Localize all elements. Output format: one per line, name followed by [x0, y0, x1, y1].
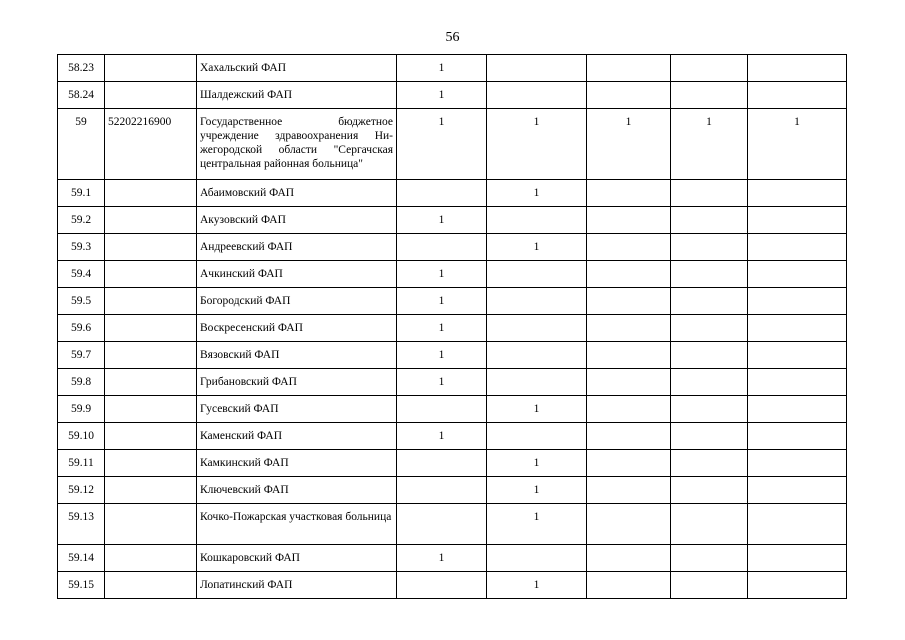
value-cell-1: 1: [397, 369, 487, 396]
value-cell-2: 1: [487, 450, 587, 477]
row-number-cell: 59.3: [58, 234, 105, 261]
value-cell-2: [487, 369, 587, 396]
table-row: [58, 342, 847, 369]
value-cell-1: 1: [397, 342, 487, 369]
value-cell-5: [748, 477, 847, 504]
value-cell-3: [587, 55, 671, 82]
row-number-cell: 59.5: [58, 288, 105, 315]
code-cell: [105, 234, 197, 261]
value-cell-2: [487, 545, 587, 572]
value-cell-1: [397, 234, 487, 261]
table-row: [58, 207, 847, 234]
value-cell-3: [587, 545, 671, 572]
value-cell-5: 1: [748, 109, 847, 180]
value-cell-3: [587, 369, 671, 396]
code-cell: [105, 261, 197, 288]
value-cell-4: [671, 315, 748, 342]
value-cell-4: [671, 180, 748, 207]
value-cell-1: 1: [397, 315, 487, 342]
value-cell-2: [487, 288, 587, 315]
code-cell: [105, 572, 197, 599]
table-body: [58, 55, 847, 599]
row-number-cell: 59.13: [58, 504, 105, 545]
table-row: [58, 55, 847, 82]
institution-name-cell: Ачкинский ФАП: [197, 261, 397, 288]
value-cell-5: [748, 450, 847, 477]
value-cell-1: [397, 504, 487, 545]
institution-name-cell: Шалдежский ФАП: [197, 82, 397, 109]
code-cell: [105, 288, 197, 315]
row-number-cell: 59.10: [58, 423, 105, 450]
value-cell-4: [671, 545, 748, 572]
table-row: [58, 369, 847, 396]
value-cell-2: [487, 207, 587, 234]
institution-name-cell: Воскресенский ФАП: [197, 315, 397, 342]
value-cell-1: 1: [397, 423, 487, 450]
value-cell-5: [748, 369, 847, 396]
table-row: [58, 261, 847, 288]
value-cell-3: [587, 477, 671, 504]
table-row: [58, 82, 847, 109]
table-row: [58, 477, 847, 504]
row-number-cell: 59.11: [58, 450, 105, 477]
table-row: [58, 315, 847, 342]
institution-name-cell: Камкинский ФАП: [197, 450, 397, 477]
institution-name-cell: Богородский ФАП: [197, 288, 397, 315]
table-row: [58, 396, 847, 423]
value-cell-4: [671, 477, 748, 504]
value-cell-5: [748, 180, 847, 207]
table-row: [58, 180, 847, 207]
value-cell-5: [748, 342, 847, 369]
institution-name-cell: Каменский ФАП: [197, 423, 397, 450]
value-cell-5: [748, 55, 847, 82]
value-cell-1: 1: [397, 207, 487, 234]
value-cell-4: [671, 572, 748, 599]
institution-name-cell: Акузовский ФАП: [197, 207, 397, 234]
value-cell-3: [587, 423, 671, 450]
value-cell-4: [671, 369, 748, 396]
value-cell-4: [671, 423, 748, 450]
table-row: [58, 545, 847, 572]
value-cell-4: 1: [671, 109, 748, 180]
institution-name-cell: Ключевский ФАП: [197, 477, 397, 504]
institution-name-cell: Грибановский ФАП: [197, 369, 397, 396]
value-cell-3: [587, 261, 671, 288]
code-cell: [105, 545, 197, 572]
institution-name-cell: Абаимовский ФАП: [197, 180, 397, 207]
value-cell-4: [671, 288, 748, 315]
value-cell-3: [587, 504, 671, 545]
value-cell-5: [748, 423, 847, 450]
code-cell: [105, 504, 197, 545]
code-cell: [105, 450, 197, 477]
value-cell-4: [671, 55, 748, 82]
value-cell-5: [748, 288, 847, 315]
row-number-cell: 59.15: [58, 572, 105, 599]
value-cell-5: [748, 315, 847, 342]
value-cell-3: 1: [587, 109, 671, 180]
value-cell-4: [671, 450, 748, 477]
value-cell-3: [587, 342, 671, 369]
table-row: [58, 504, 847, 545]
value-cell-1: [397, 450, 487, 477]
code-cell: [105, 342, 197, 369]
value-cell-4: [671, 261, 748, 288]
value-cell-1: 1: [397, 109, 487, 180]
value-cell-3: [587, 572, 671, 599]
code-cell: [105, 180, 197, 207]
value-cell-2: [487, 342, 587, 369]
value-cell-4: [671, 396, 748, 423]
institution-name-cell: Вязовский ФАП: [197, 342, 397, 369]
institution-name-cell: Андреевский ФАП: [197, 234, 397, 261]
table-row: [58, 572, 847, 599]
row-number-cell: 59.12: [58, 477, 105, 504]
institution-name-cell: Хахальский ФАП: [197, 55, 397, 82]
value-cell-5: [748, 207, 847, 234]
table-row: [58, 288, 847, 315]
value-cell-4: [671, 207, 748, 234]
value-cell-1: 1: [397, 55, 487, 82]
code-cell: [105, 315, 197, 342]
value-cell-5: [748, 261, 847, 288]
value-cell-2: 1: [487, 109, 587, 180]
value-cell-2: 1: [487, 477, 587, 504]
value-cell-2: 1: [487, 504, 587, 545]
code-cell: [105, 207, 197, 234]
code-cell: [105, 396, 197, 423]
value-cell-1: 1: [397, 288, 487, 315]
value-cell-4: [671, 82, 748, 109]
value-cell-2: 1: [487, 572, 587, 599]
value-cell-3: [587, 234, 671, 261]
value-cell-3: [587, 180, 671, 207]
row-number-cell: 59.7: [58, 342, 105, 369]
value-cell-5: [748, 545, 847, 572]
code-cell: [105, 82, 197, 109]
value-cell-3: [587, 288, 671, 315]
value-cell-3: [587, 450, 671, 477]
value-cell-1: 1: [397, 545, 487, 572]
row-number-cell: 59.1: [58, 180, 105, 207]
page-number: 56: [445, 30, 460, 45]
value-cell-1: [397, 396, 487, 423]
value-cell-3: [587, 396, 671, 423]
value-cell-4: [671, 504, 748, 545]
value-cell-2: 1: [487, 234, 587, 261]
row-number-cell: 59: [58, 109, 105, 180]
value-cell-1: [397, 477, 487, 504]
table-row: [58, 423, 847, 450]
value-cell-2: 1: [487, 180, 587, 207]
row-number-cell: 59.9: [58, 396, 105, 423]
value-cell-2: [487, 315, 587, 342]
code-cell: [105, 423, 197, 450]
value-cell-5: [748, 572, 847, 599]
value-cell-4: [671, 234, 748, 261]
table-row: [58, 109, 847, 180]
institution-name-cell: Кошкаровский ФАП: [197, 545, 397, 572]
institution-name-cell: Лопатинский ФАП: [197, 572, 397, 599]
data-table: [57, 54, 847, 599]
institution-name-cell: Государственное бюджетное учреждение здравоохранения Ни-жегородской области "Сергачская центральная районная больница": [197, 109, 397, 180]
value-cell-2: [487, 55, 587, 82]
value-cell-1: 1: [397, 82, 487, 109]
row-number-cell: 59.14: [58, 545, 105, 572]
value-cell-1: 1: [397, 261, 487, 288]
value-cell-5: [748, 504, 847, 545]
code-cell: 52202216900: [105, 109, 197, 180]
table-row: [58, 450, 847, 477]
value-cell-3: [587, 207, 671, 234]
institution-name-cell: Кочко-Пожарская участковая больница: [197, 504, 397, 545]
row-number-cell: 59.6: [58, 315, 105, 342]
code-cell: [105, 55, 197, 82]
row-number-cell: 59.2: [58, 207, 105, 234]
row-number-cell: 59.8: [58, 369, 105, 396]
row-number-cell: 59.4: [58, 261, 105, 288]
value-cell-5: [748, 82, 847, 109]
value-cell-2: [487, 261, 587, 288]
value-cell-1: [397, 180, 487, 207]
value-cell-3: [587, 315, 671, 342]
row-number-cell: 58.24: [58, 82, 105, 109]
row-number-cell: 58.23: [58, 55, 105, 82]
code-cell: [105, 477, 197, 504]
value-cell-5: [748, 396, 847, 423]
value-cell-2: [487, 82, 587, 109]
value-cell-1: [397, 572, 487, 599]
table-row: [58, 234, 847, 261]
value-cell-2: [487, 423, 587, 450]
institution-name-cell: Гусевский ФАП: [197, 396, 397, 423]
value-cell-4: [671, 342, 748, 369]
value-cell-5: [748, 234, 847, 261]
value-cell-3: [587, 82, 671, 109]
code-cell: [105, 369, 197, 396]
value-cell-2: 1: [487, 396, 587, 423]
